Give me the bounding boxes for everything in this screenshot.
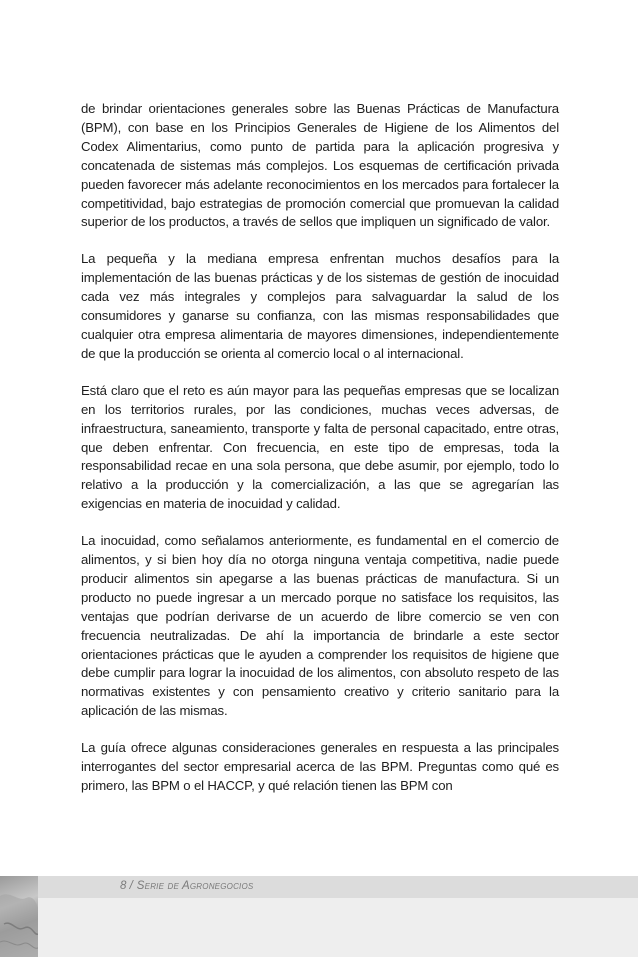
series-title: Serie de Agronegocios <box>136 880 254 892</box>
paragraph-5: La guía ofrece algunas consideraciones generales en respuesta a las principales interrogantes del sector empresarial acerca de las BPM. Preguntas como qué es primero, las BPM o el HACCP, y qué relación tienen las BPM con <box>81 740 559 793</box>
page-number: 8 / <box>120 880 133 892</box>
map-texture-icon <box>0 876 38 957</box>
footer-page-label <box>120 880 253 892</box>
footer-strip <box>0 876 638 898</box>
paragraph-2: La pequeña y la mediana empresa enfrentan muchos desafíos para la implementación de las buenas prácticas y de los sistemas de gestión de inocuidad cada vez más integrales y complejos para salvaguardar la salud de los consumidores y ganarse su confianza, con las mismas responsabilidades que cualquier otra empresa alimentaria de mayores dimensiones, independientemente de que la producción se orienta al comercio local o al internacional. <box>81 251 559 361</box>
paragraph-3: Está claro que el reto es aún mayor para las pequeñas empresas que se localizan en los territorios rurales, por las condiciones, muchas veces adversas, de infraestructura, saneamiento, transporte y falta de personal capacitado, entre otras, que deben enfrentar. Con frecuencia, en este tipo de empresas, toda la responsabilidad recae en una sola persona, que debe asumir, por ejemplo, todo lo relativo a la producción y la comercialización, a las que se agregarían las exigencias en materia de inocuidad y calidad. <box>81 382 559 512</box>
footer-map-texture <box>0 876 38 957</box>
paragraph-1: de brindar orientaciones generales sobre las Buenas Prácticas de Manufactura (BPM), con base en los Principios Generales de Higiene de los Alimentos del Codex Alimentarius, como punto de partida para la aplicación progresiva y concatenada de sistemas más complejos. Los esquemas de certificación privada pueden favorecer más adelante reconocimientos en los mercados para fortalecer la competitividad, bajo estrategias de promoción comercial que promuevan la calidad superior de los productos, a través de sellos que impliquen un significado de valor. <box>81 101 559 230</box>
paragraph-4: La inocuidad, como señalamos anteriormente, es fundamental en el comercio de alimentos, y si bien hoy día no otorga ninguna ventaja competitiva, nadie puede producir alimentos sin apegarse a las buenas prácticas de manufactura. Si un producto no puede ingresar a un mercado porque no satisface los requisitos, las ventajas que podrían derivarse de un acuerdo de libre comercio se ven con frecuencia neutralizadas. De ahí la importancia de brindarle a este sector orientaciones prácticas que le ayuden a comprender los requisitos de higiene que debe cumplir para lograr la inocuidad de los alimentos, con absoluto respeto de las normativas existentes y con pensamiento creativo y criterio sanitario para la aplicación de las mismas. <box>81 533 559 719</box>
page-body <box>81 100 559 814</box>
